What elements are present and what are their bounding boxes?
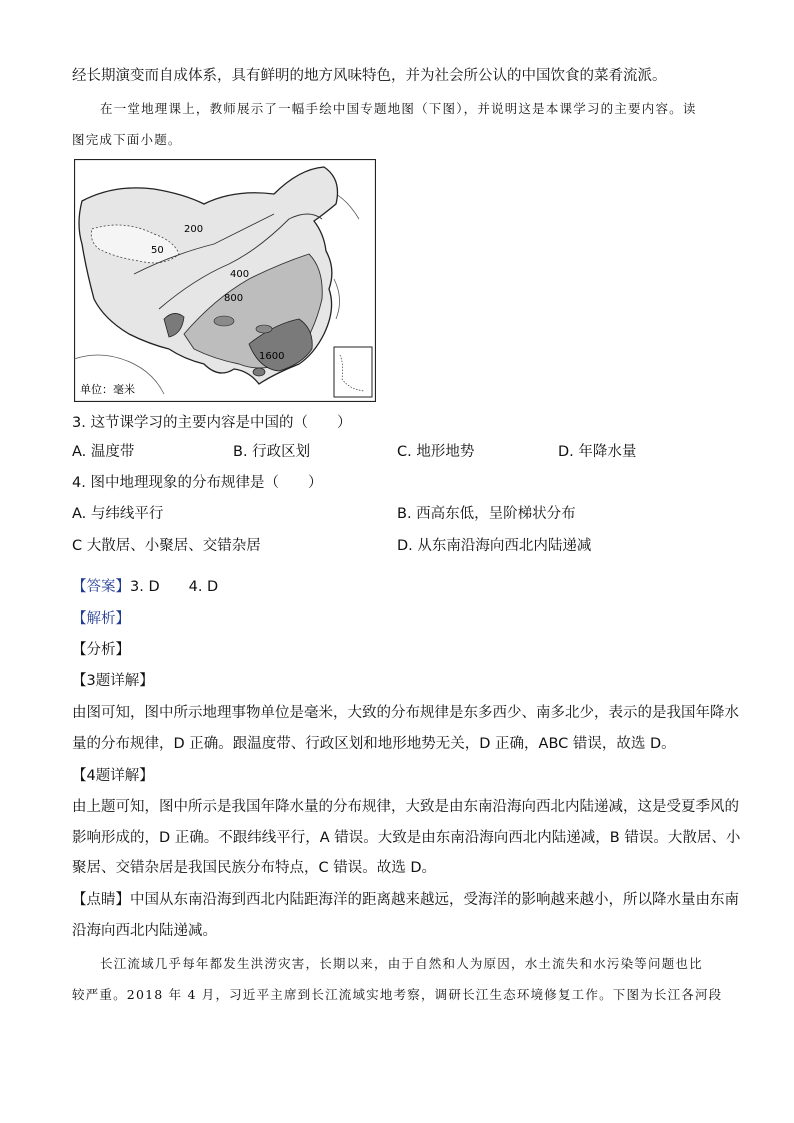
detail-4-line-3: 聚居、交错杂居是我国民族分布特点，C 错误。故选 D。 <box>72 860 437 876</box>
precipitation-map <box>74 159 376 402</box>
q4-option-b: B. 西高东低，呈阶梯状分布 <box>397 506 576 522</box>
tip-tag: 【点睛】 <box>72 892 130 908</box>
tip-text-1: 中国从东南沿海到西北内陆距海洋的距离越来越远，受海洋的影响越来越小，所以降水量由东南 <box>130 892 739 908</box>
answer-line <box>72 577 218 597</box>
detail-3-line-2: 量的分布规律，D 正确。跟温度带、行政区划和地形地势无关，D 正确，ABC 错误，故选 D。 <box>72 736 676 752</box>
q4-option-a: A. 与纬线平行 <box>72 506 164 522</box>
q3-option-d: D. 年降水量 <box>558 444 637 460</box>
q4-option-c: C 大散居、小聚居、交错杂居 <box>72 538 261 554</box>
contour-label: 400 <box>230 269 250 280</box>
contour-label: 800 <box>224 293 244 304</box>
question-3-stem: 3. 这节课学习的主要内容是中国的（ ） <box>72 415 352 431</box>
detail-3-line-1: 由图可知，图中所示地理事物单位是毫米，大致的分布规律是东多西少、南多北少，表示的是我国年降水 <box>72 705 739 721</box>
q3-option-a: A. 温度带 <box>72 444 135 460</box>
detail-4-line-2: 影响形成的，D 正确。不跟纬线平行，A 错误。大致是由东南沿海向西北内陆递减，B 错误。大散居、小 <box>72 830 741 846</box>
tip-line-1 <box>72 890 739 910</box>
intro-line-2: 图完成下面小题。 <box>72 132 182 147</box>
answer-tag: 【答案】 <box>72 579 130 595</box>
map-unit-label: 单位：毫米 <box>80 383 135 396</box>
contour-label: 200 <box>184 224 204 235</box>
analysis-tag: 【解析】 <box>72 611 130 627</box>
question-4-stem: 4. 图中地理现象的分布规律是（ ） <box>72 475 323 491</box>
tip-line-2: 沿海向西北内陆递减。 <box>72 923 217 939</box>
q3-option-c: C. 地形地势 <box>397 444 475 460</box>
contour-label: 50 <box>151 245 164 256</box>
detail-4-tag: 【4题详解】 <box>72 768 154 784</box>
detail-4-line-1: 由上题可知，图中所示是我国年降水量的分布规律，大致是由东南沿海向西北内陆递减，这是受夏季风的 <box>72 799 739 815</box>
intro-line-1: 在一堂地理课上，教师展示了一幅手绘中国专题地图（下图），并说明这是本课学习的主要内容。读 <box>100 101 697 116</box>
q3-option-b: B. 行政区划 <box>233 444 311 460</box>
contour-label: 1600 <box>259 351 285 362</box>
fenxi-tag: 【分析】 <box>72 642 130 658</box>
q4-option-d: D. 从东南沿海向西北内陆递减 <box>397 538 592 554</box>
answer-value: 3. D 4. D <box>130 579 219 595</box>
next-intro-line-1: 长江流域几乎每年都发生洪涝灾害，长期以来，由于自然和人为原因，水土流失和水污染等问题也比 <box>100 956 703 971</box>
next-intro-line-2: 较严重。2018 年 4 月，习近平主席到长江流域实地考察，调研长江生态环境修复工作。下图为长江各河段 <box>72 987 723 1002</box>
paragraph-line: 经长期演变而自成体系，具有鲜明的地方风味特色，并为社会所公认的中国饮食的菜肴流派。 <box>72 68 667 84</box>
detail-3-tag: 【3题详解】 <box>72 673 154 689</box>
